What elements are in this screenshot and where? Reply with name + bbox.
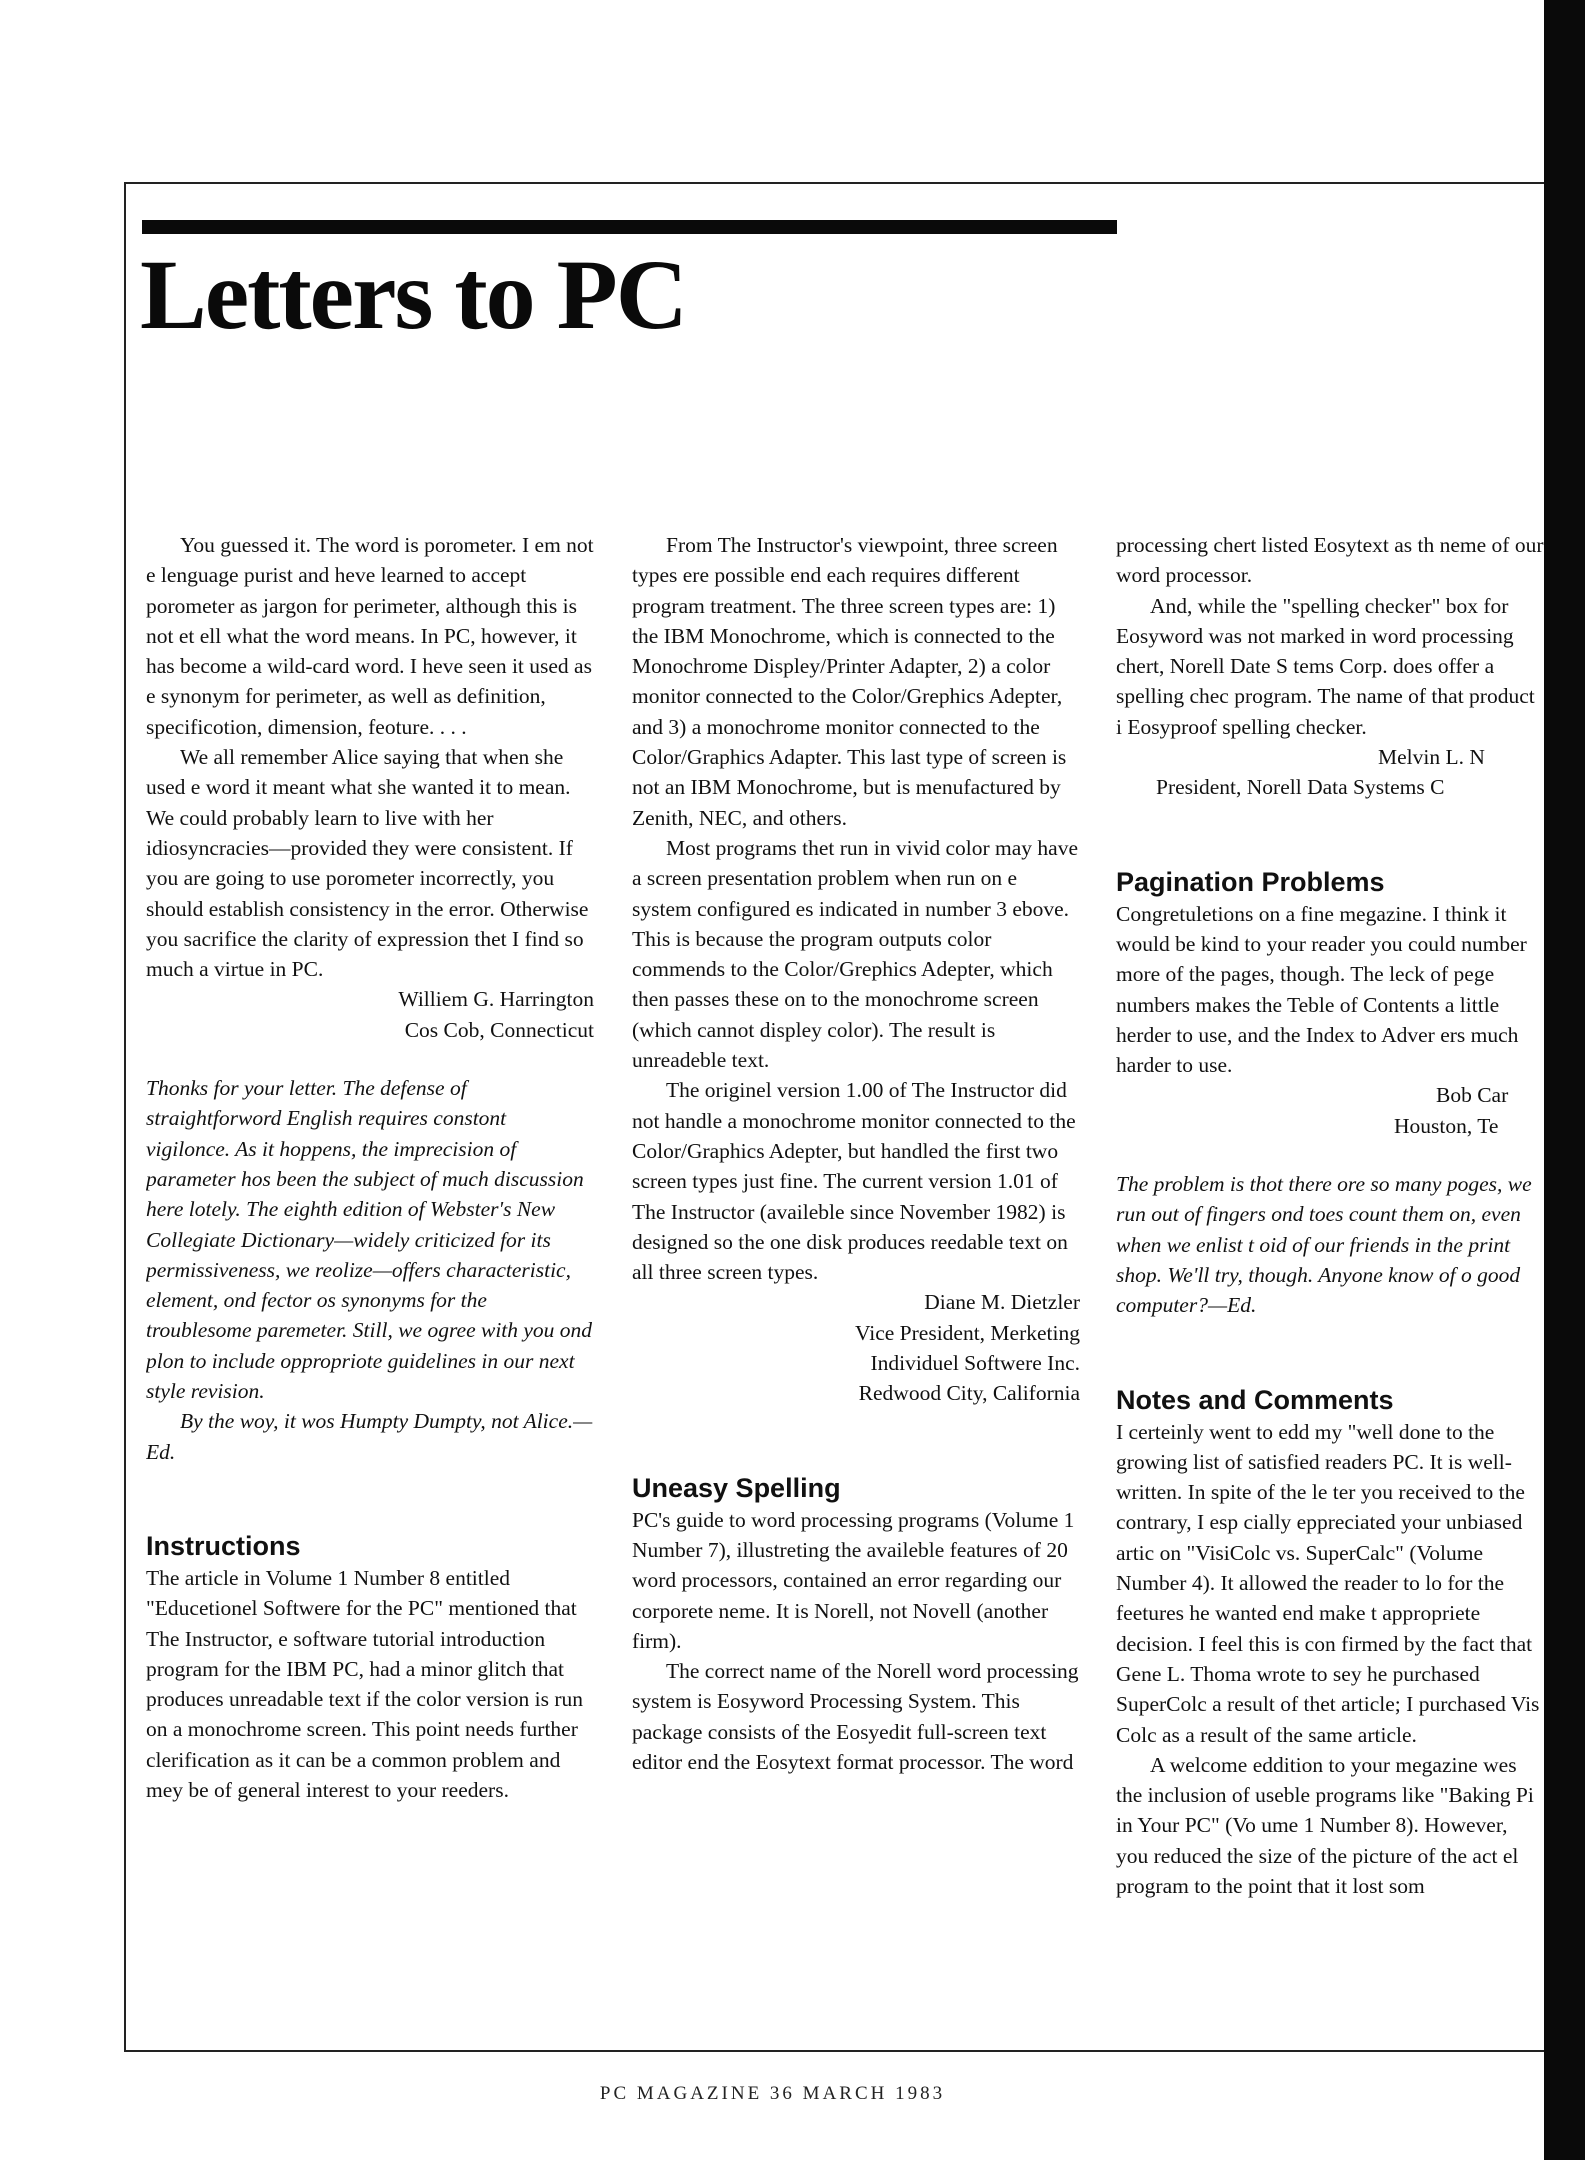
- page-border-top: [124, 182, 1544, 184]
- letter-paragraph: From The Instructor's viewpoint, three screen types ere possible end each requires different program treatment. The three screen types are: 1) the IBM Monochrome, which is connected to the Monochrome Displey/Printer Adapter, 2) a color monitor connected to the Color/Grephics Adepter, and 3) a monochrome monitor connected to the Color/Graphics Adapter. This last type of screen is not an IBM Monochrome, but is menufactured by Zenith, NEC, and others.: [632, 533, 1067, 830]
- signature-company: Individuel Softwere Inc.: [870, 1351, 1080, 1376]
- page-footer: PC MAGAZINE 36 MARCH 1983: [599, 2083, 946, 2104]
- page-title: Letters to PC: [140, 239, 686, 350]
- column-2: [632, 530, 1080, 1777]
- letter-paragraph: The originel version 1.00 of The Instructor did not handle a monochrome monitor connected to the Color/Graphics Adepter, but handled the first two screen types just fine. The current version 1.01 of The Instructor (availeble since November 1982) is designed so the one disk produces reedable text on all three screen types.: [632, 1078, 1076, 1285]
- letter-paragraph: Most programs thet run in vivid color may have a screen presentation problem when run on e system configured es indicated in number 3 ebove. This is because the program outputs color commends to the Color/Grephics Adepter, which then passes these on to the monochrome screen (which cannot displey color). The result is unreadeble text.: [632, 835, 1079, 1073]
- letter-paragraph: I certeinly went to edd my "well done to the growing list of satisfied readers PC. It is well-written. In spite of the le ter you received to the contrary, I esp cially eppreciated your unbiased artic on "VisiColc vs. SuperCalc" (Volume Number 4). It allowed the reader to lo for the feetures he wanted end make t appropriete decision. I feel this is con firmed by the fact that Gene L. Thoma wrote to sey he purchased SuperColc a result of thet article; I purchased Vis Colc as a result of the same article.: [1116, 1419, 1540, 1747]
- letter-paragraph: PC's guide to word processing programs (Volume 1 Number 7), illustreting the availeble features of 20 word processors, contained an error regarding our corporete neme. It is Norell, not Novell (another firm).: [632, 1507, 1075, 1653]
- column-1: [146, 530, 594, 1805]
- letter-paragraph: The correct name of the Norell word processing system is Eosyword Processing System. This package consists of the Eosyedit full-screen text editor end the Eosytext format processor. The word: [632, 1659, 1079, 1774]
- letter-paragraph: We all remember Alice saying that when she used e word it meant what she wanted it to mean. We could probably learn to live with her idiosyncracies—provided they were consistent. If you are going to use porometer incorrectly, you should establish consistency in the error. Otherwise you sacrifice the clarity of expression thet I find so much a virtue in PC.: [146, 745, 589, 982]
- letter-paragraph: And, while the "spelling checker" box for Eosyword was not marked in word processing chert, Norell Date S tems Corp. does offer a spelling chec program. The name of that product i Eosyproof spelling checker.: [1116, 593, 1535, 739]
- signature-location: Houston, Te: [1394, 1113, 1499, 1138]
- letter-paragraph: You guessed it. The word is porometer. I em not e lenguage purist and heve learned to accept porometer as jargon for perimeter, although this is not et ell what the word means. In PC, however, it has become a wild-card word. I heve seen it used as e synonym for perimeter, as well as definition, specificotion, dimension, feoture. . . .: [146, 533, 594, 739]
- letter-paragraph: processing chert listed Eosytext as th neme of our word processor.: [1116, 533, 1544, 588]
- signature-name: Williem G. Harrington: [398, 987, 594, 1012]
- editor-reply: By the woy, it wos Humpty Dumpty, not Alice.—Ed.: [146, 1409, 593, 1464]
- letter-paragraph: Congretuletions on a fine megazine. I think it would be kind to your reader you could number more of the pages, though. The leck of pege numbers makes the Teble of Contents a little herder to use, and the Index to Adver ers much harder to use.: [1116, 901, 1527, 1078]
- section-heading-pagination-problems: Pagination Problems: [1116, 866, 1385, 897]
- section-heading-instructions: Instructions: [146, 1530, 301, 1561]
- signature-title: Vice President, Merketing: [855, 1320, 1080, 1345]
- page-edge-shadow: [1544, 0, 1585, 2160]
- section-heading-notes-and-comments: Notes and Comments: [1116, 1384, 1394, 1415]
- section-heading-uneasy-spelling: Uneasy Spelling: [632, 1472, 841, 1503]
- signature-title: President, Norell Data Systems C: [1156, 775, 1445, 800]
- editor-reply: Thonks for your letter. The defense of straightforword English requires constont vigilonce. As it hoppens, the imprecision of parameter hos been the subject of much discussion here lotely. The eighth edition of Webster's New Collegiate Dictionary—widely criticized for its permissiveness, we reolize—offers characteristic, element, ond fector os synonyms for the troublesome paremeter. Still, we ogree with you ond plon to include oppropriote guidelines in our next style revision.: [146, 1076, 593, 1404]
- page-border-left: [124, 182, 126, 2052]
- signature-location: Redwood City, California: [858, 1381, 1080, 1406]
- signature-name: Diane M. Dietzler: [924, 1290, 1080, 1315]
- signature-name: Melvin L. N: [1378, 745, 1485, 770]
- editor-reply: The problem is thot there ore so many poges, we run out of fingers ond toes count them on, even when we enlist t oid of our friends in the print shop. We'll try, though. Anyone know of o good computer?—Ed.: [1116, 1172, 1532, 1318]
- signature-location: Cos Cob, Connecticut: [404, 1017, 594, 1042]
- page-border-bottom: [124, 2050, 1544, 2052]
- letter-paragraph: The article in Volume 1 Number 8 entitled "Educetionel Softwere for the PC" mentioned that The Instructor, e software tutorial introduction program for the IBM PC, had a minor glitch that produces unreadable text if the color version is run on a monochrome screen. This point needs further clerification as it can be a common problem and mey be of general interest to your reeders.: [146, 1565, 584, 1802]
- letter-paragraph: A welcome eddition to your megazine wes the inclusion of useble programs like "Baking Pi in Your PC" (Vo ume 1 Number 8). However, you reduced the size of the picture of the act el program to the point that it lost som: [1116, 1752, 1534, 1898]
- title-rule: [142, 220, 1117, 234]
- signature-name: Bob Car: [1436, 1083, 1509, 1108]
- column-3: [1116, 530, 1544, 1901]
